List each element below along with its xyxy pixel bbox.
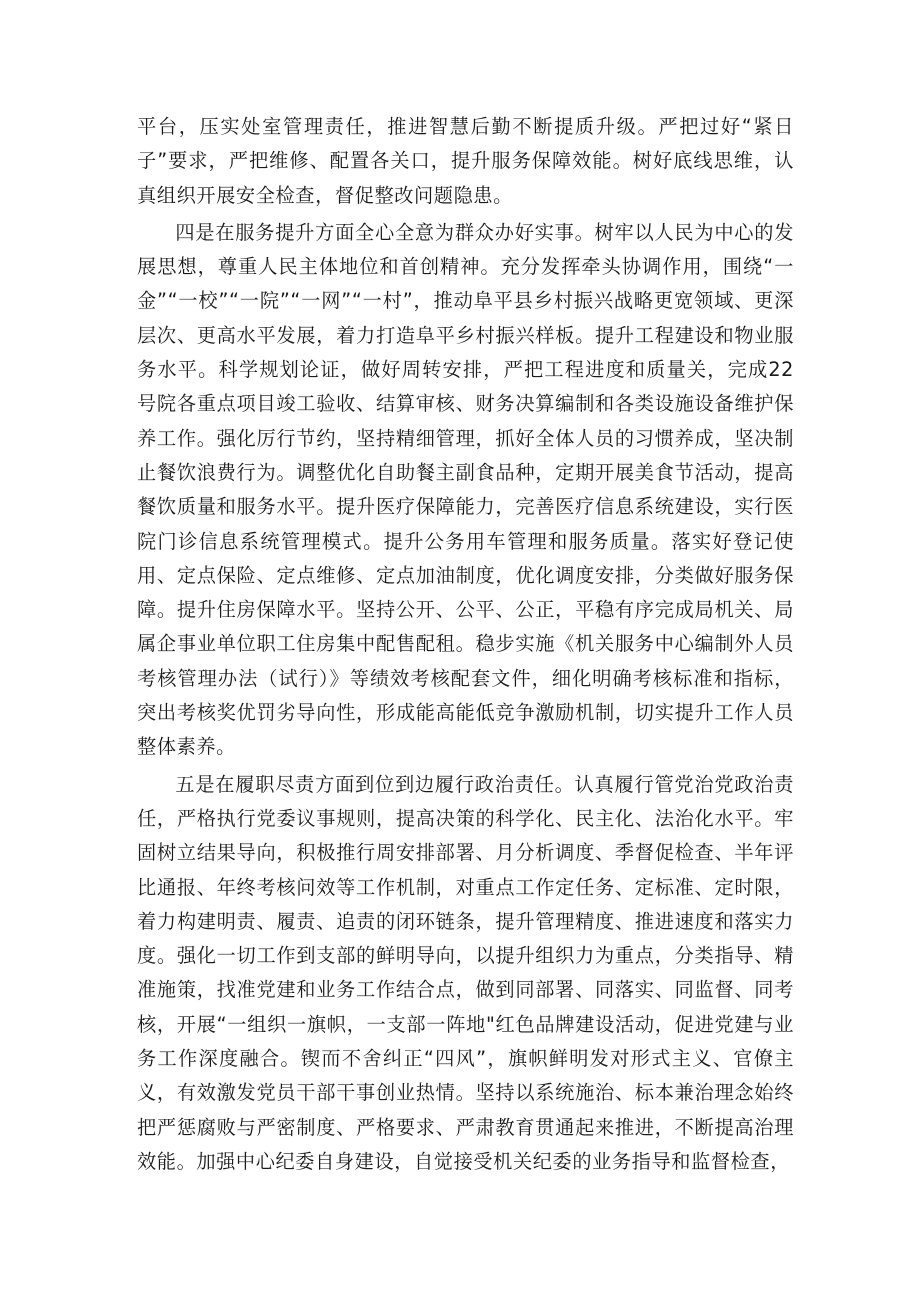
paragraph-continued: 平台，压实处室管理责任，推进智慧后勤不断提质升级。严把过好“紧日子”要求，严把维修、配置各关口，提升服务保障效能。树好底线思维，认真组织开展安全检查，督促整改问题隐患。 xyxy=(137,115,794,207)
paragraph-service-improvement: 四是在服务提升方面全心全意为群众办好实事。树牢以人民为中心的发展思想，尊重人民主体地位和首创精神。充分发挥牵头协调作用，围绕“一金”“一校”“一院”“一网”“一村”，推动阜平县乡村振兴战略更宽领域、更深层次、更高水平发展，着力打造阜平乡村振兴样板。提升工程建设和物业服务水平。科学规划论证，做好周转安排，严把工程进度和质量关，完成22号院各重点项目竣工验收、结算审核、财务决算编制和各类设施设备维护保养工作。强化厉行节约，坚持精细管理，抓好全体人员的习惯养成，坚决制止餐饮浪费行为。调整优化自助餐主副食品种，定期开展美食节活动，提高餐饮质量和服务水平。提升医疗保障能力，完善医疗信息系统建设，实行医院门诊信息系统管理模式。提升公务用车管理和服务质量。落实好登记使用、定点保险、定点维修、定点加油制度，优化调度安排，分类做好服务保障。提升住房保障水平。坚持公开、公平、公正，平稳有序完成局机关、局属企事业单位职工住房集中配售配租。稳步实施《机关服务中心编制外人员考核管理办法（试行）》等绩效考核配套文件，细化明确考核标准和指标，突出考核奖优罚劣导向性，形成能高能低竞争激励机制，切实提升工作人员整体素养。 xyxy=(137,220,794,759)
paragraph-political-responsibility: 五是在履职尽责方面到位到边履行政治责任。认真履行管党治党政治责任，严格执行党委议事规则，提高决策的科学化、民主化、法治化水平。牢固树立结果导向，积极推行周安排部署、月分析调度、季督促检查、半年评比通报、年终考核问效等工作机制，对重点工作定任务、定标准、定时限，着力构建明责、履责、追责的闭环链条，提升管理精度、推进速度和落实力度。强化一切工作到支部的鲜明导向，以提升组织力为重点，分类指导、精准施策，找准党建和业务工作结合点，做到同部署、同落实、同监督、同考核，开展“一组织一旗帜，一支部一阵地"红色品牌建设活动，促进党建与业务工作深度融合。锲而不舍纠正“四风”，旗帜鲜明发对形式主义、官僚主义，有效激发党员干部干事创业热情。坚持以系统施治、标本兼治理念始终把严惩腐败与严密制度、严格要求、严肃教育贯通起来推进，不断提高治理效能。加强中心纪委自身建设，自觉接受机关纪委的业务指导和监督检查， xyxy=(137,772,794,1173)
document-body xyxy=(137,110,794,1179)
